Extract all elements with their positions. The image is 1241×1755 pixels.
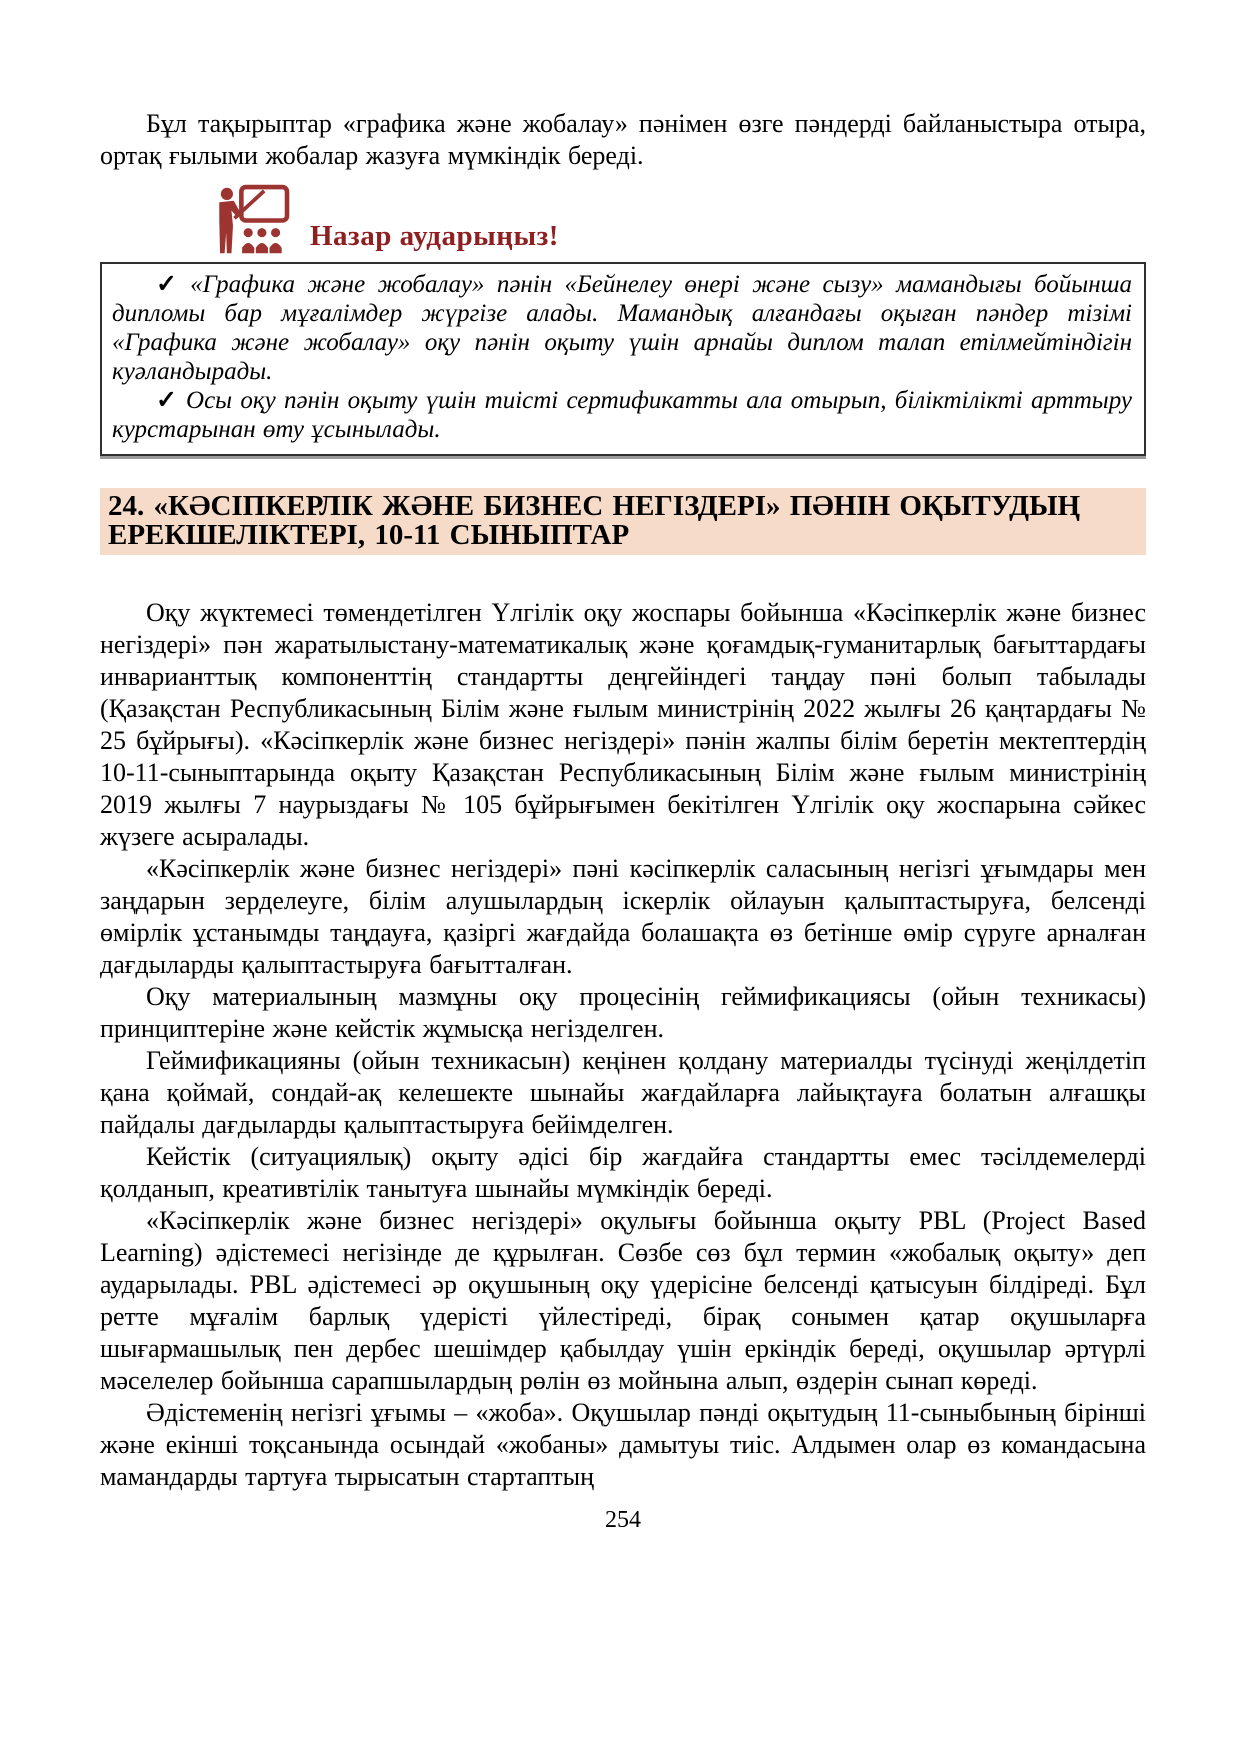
body-paragraph: Геймификацияны (ойын техникасын) кеңінен қолдану материалды түсінуді жеңілдетіп қана қоймай, сондай-ақ келешекте шынайы жағдайларға лайықтауға болатын алғашқы пайдалы дағдыларды қалыптастыруға бейімделген. (100, 1046, 1146, 1139)
teacher-figure-shape (219, 188, 240, 253)
audience-figures-shape (242, 228, 282, 253)
note-item-text: «Графика және жобалау» пәнін «Бейнелеу өнері және сызу» мамандығы бойынша дипломы бар мұғалімдер жүргізе алады. Мамандық алғандағы оқыған пәндер тізімі «Графика және жобалау» оқу пәнін оқыту үшін арнайы диплом талап етілмейтіндігін куәландырады. (112, 271, 1132, 385)
checkmark-icon: ✓ (156, 387, 179, 414)
body-paragraph: «Кәсіпкерлік және бизнес негіздері» оқулығы бойынша оқыту PBL (Project Based Learning) әдістемесі негізінде де құрылған. Сөзбе сөз бұл термин «жобалық оқыту» деп аударылады. PBL әдістемесі әр оқушының оқу үдерісіне белсенді қатысуын білдіреді. Бұл ретте мұғалім барлық үдерісті үйлестіреді, бірақ сонымен қатар оқушыларға шығармашылық пен дербес шешімдер қабылдау үшін еркіндік береді, оқушылар әртүрлі мәселелер бойынша сарапшылардың рөлін өз мойнына алып, өздерін сынап көреді. (100, 1206, 1146, 1395)
body-paragraph: Кейстік (ситуациялық) оқыту әдісі бір жағдайға стандартты емес тәсілдемелерді қолданып, креативтілік танытуға шынайы мүмкіндік береді. (100, 1142, 1146, 1203)
note-item (112, 386, 1132, 444)
attention-banner (212, 184, 1146, 254)
section-heading: 24. «КӘСІПКЕРЛІК ЖӘНЕ БИЗНЕС НЕГІЗДЕРІ» ПӘНІН ОҚЫТУДЫҢ ЕРЕКШЕЛІКТЕРІ, 10-11 СЫНЫПТАР (100, 488, 1146, 555)
section-body (100, 597, 1146, 1493)
body-paragraph: Оқу материалының мазмұны оқу процесінің геймификациясы (ойын техникасы) принциптеріне және кейстік жұмысқа негізделген. (100, 982, 1146, 1043)
body-paragraph: «Кәсіпкерлік және бизнес негіздері» пәні кәсіпкерлік саласының негізгі ұғымдары мен заңдарын зерделеуге, білім алушылардың іскерлік ойлауын қалыптастыруға, белсенді өмірлік ұстанымды таңдауға, қазіргі жағдайда болашақта өз бетінше өмір сүруге арналған дағдыларды қалыптастыруға бағытталған. (100, 854, 1146, 979)
teacher-presentation-icon (212, 184, 292, 254)
checkmark-icon: ✓ (156, 271, 183, 298)
note-item (112, 270, 1132, 386)
intro-paragraph: Бұл тақырыптар «графика және жобалау» пәнімен өзге пәндерді байланыстыра отыра, ортақ ғылыми жобалар жазуға мүмкіндік береді. (100, 109, 1146, 170)
body-paragraph: Әдістеменің негізгі ұғымы – «жоба». Оқушылар пәнді оқытудың 11-сыныбының бірінші және екінші тоқсанында осындай «жобаны» дамытуы тиіс. Алдымен олар өз командасына мамандарды тартуға тырысатын стартаптың (100, 1398, 1146, 1491)
attention-label: Назар аударыңыз! (310, 220, 559, 252)
page-number: 254 (605, 1507, 641, 1533)
attention-note-box (100, 262, 1146, 456)
body-paragraph: Оқу жүктемесі төмендетілген Үлгілік оқу жоспары бойынша «Кәсіпкерлік және бизнес негіздері» пән жаратылыстану-математикалық және қоғамдық-гуманитарлық бағыттардағы инварианттық компоненттің стандартты деңгейіндегі таңдау пәні болып табылады (Қазақстан Республикасының Білім және ғылым министрінің 2022 жылғы 26 қаңтардағы № 25 бұйрығы). «Кәсіпкерлік және бизнес негіздері» пәнін жалпы білім беретін мектептердің 10-11-сыныптарында оқыту Қазақстан Республикасының Білім және ғылым министрінің 2019 жылғы 7 наурыздағы № 105 бұйрығымен бекітілген Үлгілік оқу жоспарына сәйкес жүзеге асыралады. (100, 598, 1146, 851)
note-item-text: Осы оқу пәнін оқыту үшін тиісті сертификатты ала отырып, біліктілікті арттыру курстарынан өту ұсынылады. (112, 387, 1132, 443)
